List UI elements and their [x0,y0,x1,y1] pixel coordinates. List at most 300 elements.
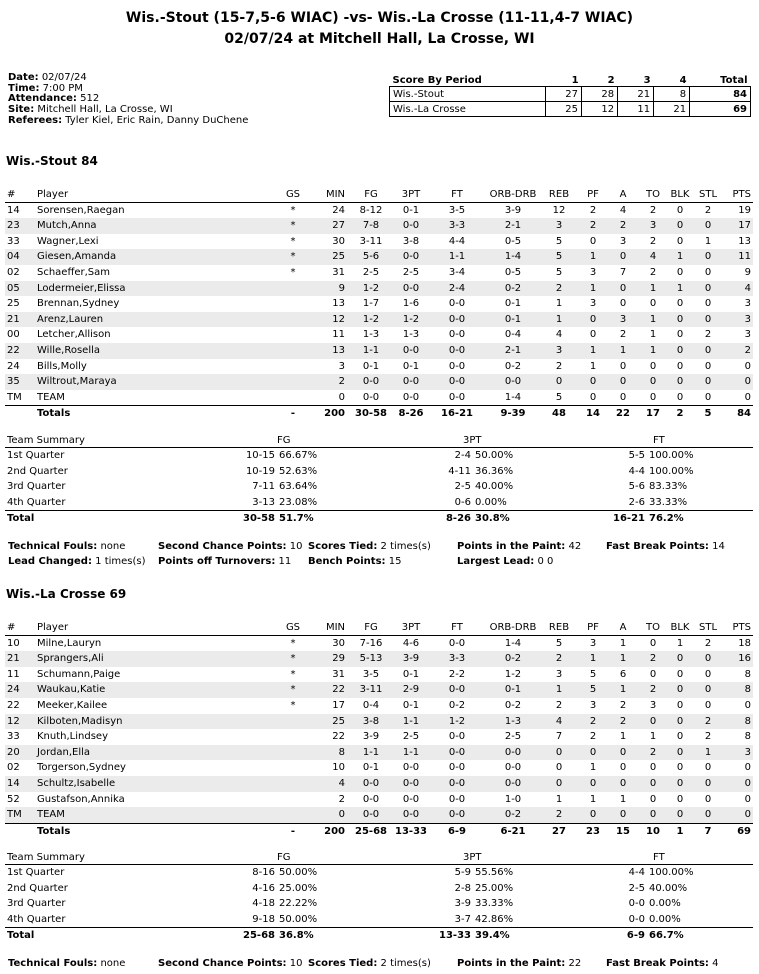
summary-quarter-row [5,495,753,511]
cell-ft: FT [451,189,463,200]
cell-three-pt: 3PT [401,189,421,200]
summary-label: 4th Quarter [7,496,66,508]
player-row [5,667,753,683]
cell-stl: 0 [704,360,712,372]
cell-fg: 0-0 [362,809,380,821]
cell-player: Brennan,Sydney [37,298,120,310]
cell-fg: 0-0 [362,376,380,388]
cell-min: 3 [338,360,345,372]
game-date: 02/07/24 [41,72,87,83]
cell-blk: 0 [676,731,684,743]
summary-header-ft: FT [653,435,665,446]
cell-pf: 0 [589,809,597,821]
cell-gs: - [290,825,296,837]
cell-to: 17 [646,408,660,420]
cell-ft: 0-2 [448,699,466,711]
cell-ast: 1 [619,637,627,649]
summary-fg-m: 9-18 [252,913,275,925]
cell-reb: 2 [555,653,563,665]
summary-ft-p: 33.33% [649,496,688,508]
cell-stl: STL [698,189,718,200]
cell-blk: 0 [676,235,684,247]
summary-header-row [5,851,753,865]
cell-ast: 22 [616,408,630,420]
cell-orb-drb: 0-1 [504,298,522,310]
cell-min: 9 [338,282,345,294]
cell-player: Wiltrout,Maraya [37,376,117,388]
cell-min: 11 [332,329,345,341]
summary-header-ft: FT [653,852,665,863]
cell-ft: 3-4 [448,266,466,278]
cell-pf: 23 [586,825,600,837]
summary-label: 1st Quarter [7,867,65,878]
summary-ft-m: 2-5 [628,882,645,894]
cell-to: 3 [649,699,657,711]
score-row-lacrosse: Wis.-La Crosse 25 12 11 21 69 [390,102,751,117]
summary-header-row [5,434,753,448]
cell-min: 2 [338,793,345,805]
box-score-stout [5,186,753,422]
cell-ft: 0-0 [448,731,466,743]
cell-reb: 4 [555,715,563,727]
cell-to: 2 [649,235,657,247]
cell-min: 8 [338,746,345,758]
cell-pts: 9 [744,266,751,278]
cell-number: 35 [7,376,20,388]
cell-fg: FG [364,622,378,633]
cell-min: 12 [332,313,345,325]
cell-gs: * [290,684,296,696]
cell-pf: 2 [589,204,597,216]
cell-orb-drb: 0-2 [504,699,522,711]
cell-three-pt: 3PT [401,622,421,633]
player-row [5,234,753,250]
score-row-stout: Wis.-Stout 27 28 21 8 84 [390,87,751,102]
player-row [5,374,753,390]
cell-player: Torgerson,Sydney [37,762,126,774]
cell-pf: 1 [589,793,597,805]
summary-header-fg: FG [277,435,291,446]
cell-player: Milne,Lauryn [37,637,102,649]
cell-ft: 0-0 [448,777,466,789]
cell-pts: 0 [744,793,751,805]
summary-fg-m: 8-16 [252,867,275,878]
cell-pf: 3 [589,699,597,711]
cell-number: 00 [7,329,20,341]
cell-ast: 2 [619,699,627,711]
player-row [5,776,753,792]
cell-pts: PTS [732,622,751,633]
cell-to: 0 [649,298,657,310]
cell-to: 1 [649,731,657,743]
cell-stl: 5 [704,408,712,420]
cell-blk: 0 [676,699,684,711]
cell-fg: 1-2 [362,282,380,294]
cell-orb-drb: ORB-DRB [489,622,537,633]
cell-ast: 1 [619,731,627,743]
cell-player: TEAM [37,809,65,821]
cell-reb: 12 [552,204,566,216]
cell-pts: 69 [737,825,751,837]
cell-player: Schultz,Isabelle [37,777,116,789]
cell-number: 14 [7,204,20,216]
cell-pf: 2 [589,715,597,727]
cell-three-pt: 0-0 [402,220,420,232]
cell-blk: 0 [676,220,684,232]
cell-pf: 1 [589,762,597,774]
cell-stl: 0 [704,251,712,263]
cell-pts: 2 [744,344,751,356]
cell-to: 1 [649,282,657,294]
cell-three-pt: 1-1 [402,746,420,758]
cell-three-pt: 2-5 [402,731,420,743]
cell-number: 12 [7,715,20,727]
cell-pts: 19 [738,204,751,216]
cell-ast: 3 [619,235,627,247]
cell-ft: 0-0 [448,313,466,325]
cell-reb: 7 [555,731,563,743]
cell-min: MIN [325,189,345,200]
cell-pf: 0 [589,329,597,341]
cell-fg: 25-68 [355,825,387,837]
player-row [5,312,753,328]
cell-pts: 0 [744,360,751,372]
cell-three-pt: 2-9 [402,684,420,696]
cell-pf: 1 [589,360,597,372]
summary-label: 1st Quarter [7,450,65,461]
cell-player: Totals [37,408,71,420]
summary-tp-m: 8-26 [445,513,471,524]
cell-to: 1 [649,313,657,325]
cell-to: 0 [649,793,657,805]
cell-three-pt: 1-2 [402,313,420,325]
cell-blk: BLK [670,622,690,633]
cell-fg: 3-11 [359,684,383,696]
cell-blk: 1 [676,282,684,294]
cell-reb: 1 [555,313,563,325]
cell-blk: 0 [676,329,684,341]
cell-pf: 0 [589,746,597,758]
summary-total-row [5,510,753,527]
cell-ft: 3-3 [448,653,466,665]
cell-pf: 2 [589,220,597,232]
cell-pf: 1 [589,653,597,665]
cell-ft: 0-0 [448,637,466,649]
cell-min: 24 [332,204,345,216]
cell-fg: 0-0 [362,777,380,789]
cell-pts: 3 [744,746,751,758]
cell-number: # [7,622,16,633]
second-chance-lacrosse: Second Chance Points: 10 [158,958,303,969]
cell-three-pt: 0-1 [402,668,420,680]
cell-blk: 0 [676,298,684,310]
cell-ast: 1 [619,344,627,356]
cell-min: 4 [338,777,345,789]
cell-fg: 1-1 [362,746,380,758]
cell-min: 2 [338,376,345,388]
cell-ast: 0 [619,298,627,310]
cell-three-pt: 0-0 [402,777,420,789]
cell-to: 2 [649,746,657,758]
cell-stl: 0 [704,376,712,388]
cell-number: 02 [7,266,20,278]
attendance: 512 [80,93,100,105]
cell-fg: 0-0 [362,793,380,805]
cell-pts: 17 [738,220,751,232]
cell-orb-drb: 1-0 [504,793,522,805]
cell-pts: 13 [738,235,751,247]
summary-fg-m: 4-16 [252,882,275,894]
cell-player: Sorensen,Raegan [37,204,125,216]
cell-player: Sprangers,Ali [37,653,104,665]
summary-header-three: 3PT [463,852,482,863]
summary-label: 4th Quarter [7,913,66,925]
cell-pts: PTS [732,189,751,200]
cell-three-pt: 1-3 [402,329,420,341]
cell-number: 20 [7,746,20,758]
summary-fg-p: 22.22% [279,898,318,909]
cell-ft: 1-2 [448,715,466,727]
cell-player: TEAM [37,391,65,403]
summary-ft-p: 100.00% [649,465,694,477]
cell-ft: 0-0 [448,344,466,356]
player-row [5,807,753,823]
cell-stl: 1 [704,235,712,247]
player-row [5,281,753,297]
cell-pts: 8 [744,715,751,727]
cell-stl: 0 [704,313,712,325]
cell-pf: 3 [589,266,597,278]
cell-pts: 0 [744,777,751,789]
cell-reb: 2 [555,809,563,821]
cell-ft: 0-0 [448,376,466,388]
cell-min: 30 [332,235,345,247]
cell-three-pt: 0-0 [402,809,420,821]
cell-blk: 0 [676,777,684,789]
cell-number: 22 [7,344,20,356]
cell-to: 2 [649,266,657,278]
summary-fg-m: 3-13 [252,496,275,508]
team-summary-stout [5,434,753,527]
cell-orb-drb: 9-39 [500,408,526,420]
cell-gs: * [290,266,296,278]
cell-ast: 2 [619,220,627,232]
cell-reb: 3 [555,220,563,232]
cell-stl: 0 [704,266,712,278]
summary-tp-p: 30.8% [475,513,510,524]
cell-blk: 0 [676,746,684,758]
game-title: Wis.-Stout (15-7,5-6 WIAC) -vs- Wis.-La Crosse (11-11,4-7 WIAC) [125,10,634,26]
cell-orb-drb: ORB-DRB [489,189,537,200]
cell-min: 27 [332,220,345,232]
cell-orb-drb: 1-2 [504,668,522,680]
cell-pts: 4 [744,282,751,294]
summary-ft-p: 66.7% [649,930,684,941]
cell-to: TO [646,622,660,633]
player-row [5,760,753,776]
team-summary-lacrosse [5,851,753,944]
cell-player: Waukau,Katie [37,684,106,696]
player-row [5,203,753,219]
summary-fg-m: 4-18 [252,898,275,909]
cell-stl: 0 [704,668,712,680]
player-row [5,636,753,652]
cell-to: 0 [649,715,657,727]
summary-tp-m: 3-9 [454,898,471,909]
scores-tied-lacrosse: Scores Tied: 2 times(s) [308,958,431,969]
summary-tp-m: 2-5 [454,481,471,492]
cell-player: Arenz,Lauren [37,313,104,325]
cell-three-pt: 13-33 [395,825,427,837]
cell-blk: 0 [676,266,684,278]
summary-ft-m: 0-0 [628,913,645,925]
cell-number: 21 [7,653,20,665]
cell-number: TM [7,391,22,403]
cell-gs: * [290,668,296,680]
cell-ft: 0-0 [448,762,466,774]
cell-ast: 0 [619,746,627,758]
summary-tp-m: 3-7 [454,913,471,925]
cell-ast: 2 [619,715,627,727]
cell-number: 11 [7,668,20,680]
bench-points-stout: Bench Points: 15 [308,556,402,567]
cell-stl: 0 [704,220,712,232]
cell-pts: 18 [738,637,751,649]
cell-reb: 4 [555,329,563,341]
summary-ft-p: 0.00% [649,913,681,925]
cell-pf: 0 [589,313,597,325]
cell-blk: 0 [676,793,684,805]
cell-fg: 1-7 [362,298,380,310]
player-row [5,729,753,745]
summary-tp-p: 42.86% [475,913,514,925]
cell-blk: 0 [676,715,684,727]
summary-tp-p: 40.00% [475,481,514,492]
cell-stl: 0 [704,298,712,310]
cell-reb: 2 [555,282,563,294]
cell-pf: 0 [589,235,597,247]
cell-pf: 3 [589,298,597,310]
cell-min: 13 [332,344,345,356]
cell-player: Player [37,622,69,633]
cell-pf: 2 [589,731,597,743]
team-heading-lacrosse: Wis.-La Crosse 69 [6,587,127,601]
cell-orb-drb: 0-5 [504,266,522,278]
cell-blk: 0 [676,360,684,372]
summary-tp-m: 2-8 [454,882,471,894]
cell-blk: 0 [676,653,684,665]
cell-pf: 0 [589,391,597,403]
cell-three-pt: 0-1 [402,204,420,216]
cell-ast: 1 [619,653,627,665]
cell-fg: 5-13 [359,653,383,665]
cell-orb-drb: 1-4 [504,391,522,403]
cell-reb: 5 [555,235,563,247]
cell-player: Wagner,Lexi [37,235,99,247]
summary-header-title: Team Summary [7,435,85,446]
cell-orb-drb: 0-2 [504,809,522,821]
cell-orb-drb: 2-1 [504,344,522,356]
cell-player: Knuth,Lindsey [37,731,108,743]
cell-blk: BLK [670,189,690,200]
game-subtitle: 02/07/24 at Mitchell Hall, La Crosse, WI [224,31,535,47]
cell-fg: 3-5 [362,668,380,680]
scores-tied-stout: Scores Tied: 2 times(s) [308,541,431,552]
cell-pf: 1 [589,282,597,294]
summary-quarter-row [5,464,753,480]
cell-player: Wille,Rosella [37,344,100,356]
cell-orb-drb: 0-2 [504,360,522,372]
cell-ft: 2-4 [448,282,466,294]
box-header-row [5,619,753,636]
cell-three-pt: 0-0 [402,793,420,805]
cell-stl: STL [698,622,718,633]
cell-ast: 0 [619,391,627,403]
cell-gs: * [290,251,296,263]
cell-reb: 3 [555,344,563,356]
cell-blk: 1 [676,251,684,263]
cell-ast: 1 [619,684,627,696]
tech-fouls-stout: Technical Fouls: none [8,541,126,552]
cell-ft: 0-0 [448,746,466,758]
cell-stl: 0 [704,684,712,696]
cell-player: Giesen,Amanda [37,251,117,263]
cell-orb-drb: 0-1 [504,684,522,696]
cell-fg: 1-1 [362,344,380,356]
cell-min: 17 [332,699,345,711]
cell-to: 1 [649,344,657,356]
cell-ft: 16-21 [441,408,473,420]
cell-orb-drb: 1-4 [504,251,522,263]
summary-header-fg: FG [277,852,291,863]
cell-ast: A [619,189,627,200]
cell-blk: 0 [676,344,684,356]
cell-blk: 0 [676,391,684,403]
cell-min: 29 [332,653,345,665]
cell-orb-drb: 3-9 [504,204,522,216]
cell-orb-drb: 0-0 [504,762,522,774]
cell-to: 4 [649,251,657,263]
cell-player: Lodermeier,Elissa [37,282,126,294]
cell-ast: 1 [619,793,627,805]
cell-pf: PF [587,189,599,200]
cell-orb-drb: 0-2 [504,653,522,665]
cell-ft: 2-2 [448,668,466,680]
cell-gs: GS [285,622,301,633]
cell-stl: 7 [704,825,712,837]
cell-three-pt: 1-6 [402,298,420,310]
cell-stl: 0 [704,282,712,294]
cell-player: Meeker,Kailee [37,699,108,711]
box-header-row [5,186,753,203]
cell-number: 02 [7,762,20,774]
cell-reb: 5 [555,251,563,263]
cell-number: 23 [7,220,20,232]
cell-orb-drb: 1-4 [504,637,522,649]
lead-changed-stout: Lead Changed: 1 times(s) [8,556,146,567]
cell-reb: REB [548,189,570,200]
cell-ft: 0-0 [448,329,466,341]
game-info: Date: 02/07/24 Time: 7:00 PM Attendance: 512 Site: Mitchell Hall, La Crosse, WI Referees: Tyler Kiel, Eric Rain, Danny DuChene [8,72,249,126]
cell-to: 0 [649,637,657,649]
cell-number: # [7,189,16,200]
cell-gs: * [290,637,296,649]
cell-to: 2 [649,684,657,696]
cell-blk: 1 [676,637,684,649]
summary-quarter-row [5,896,753,912]
summary-ft-p: 40.00% [649,882,688,894]
summary-quarter-row [5,448,753,464]
